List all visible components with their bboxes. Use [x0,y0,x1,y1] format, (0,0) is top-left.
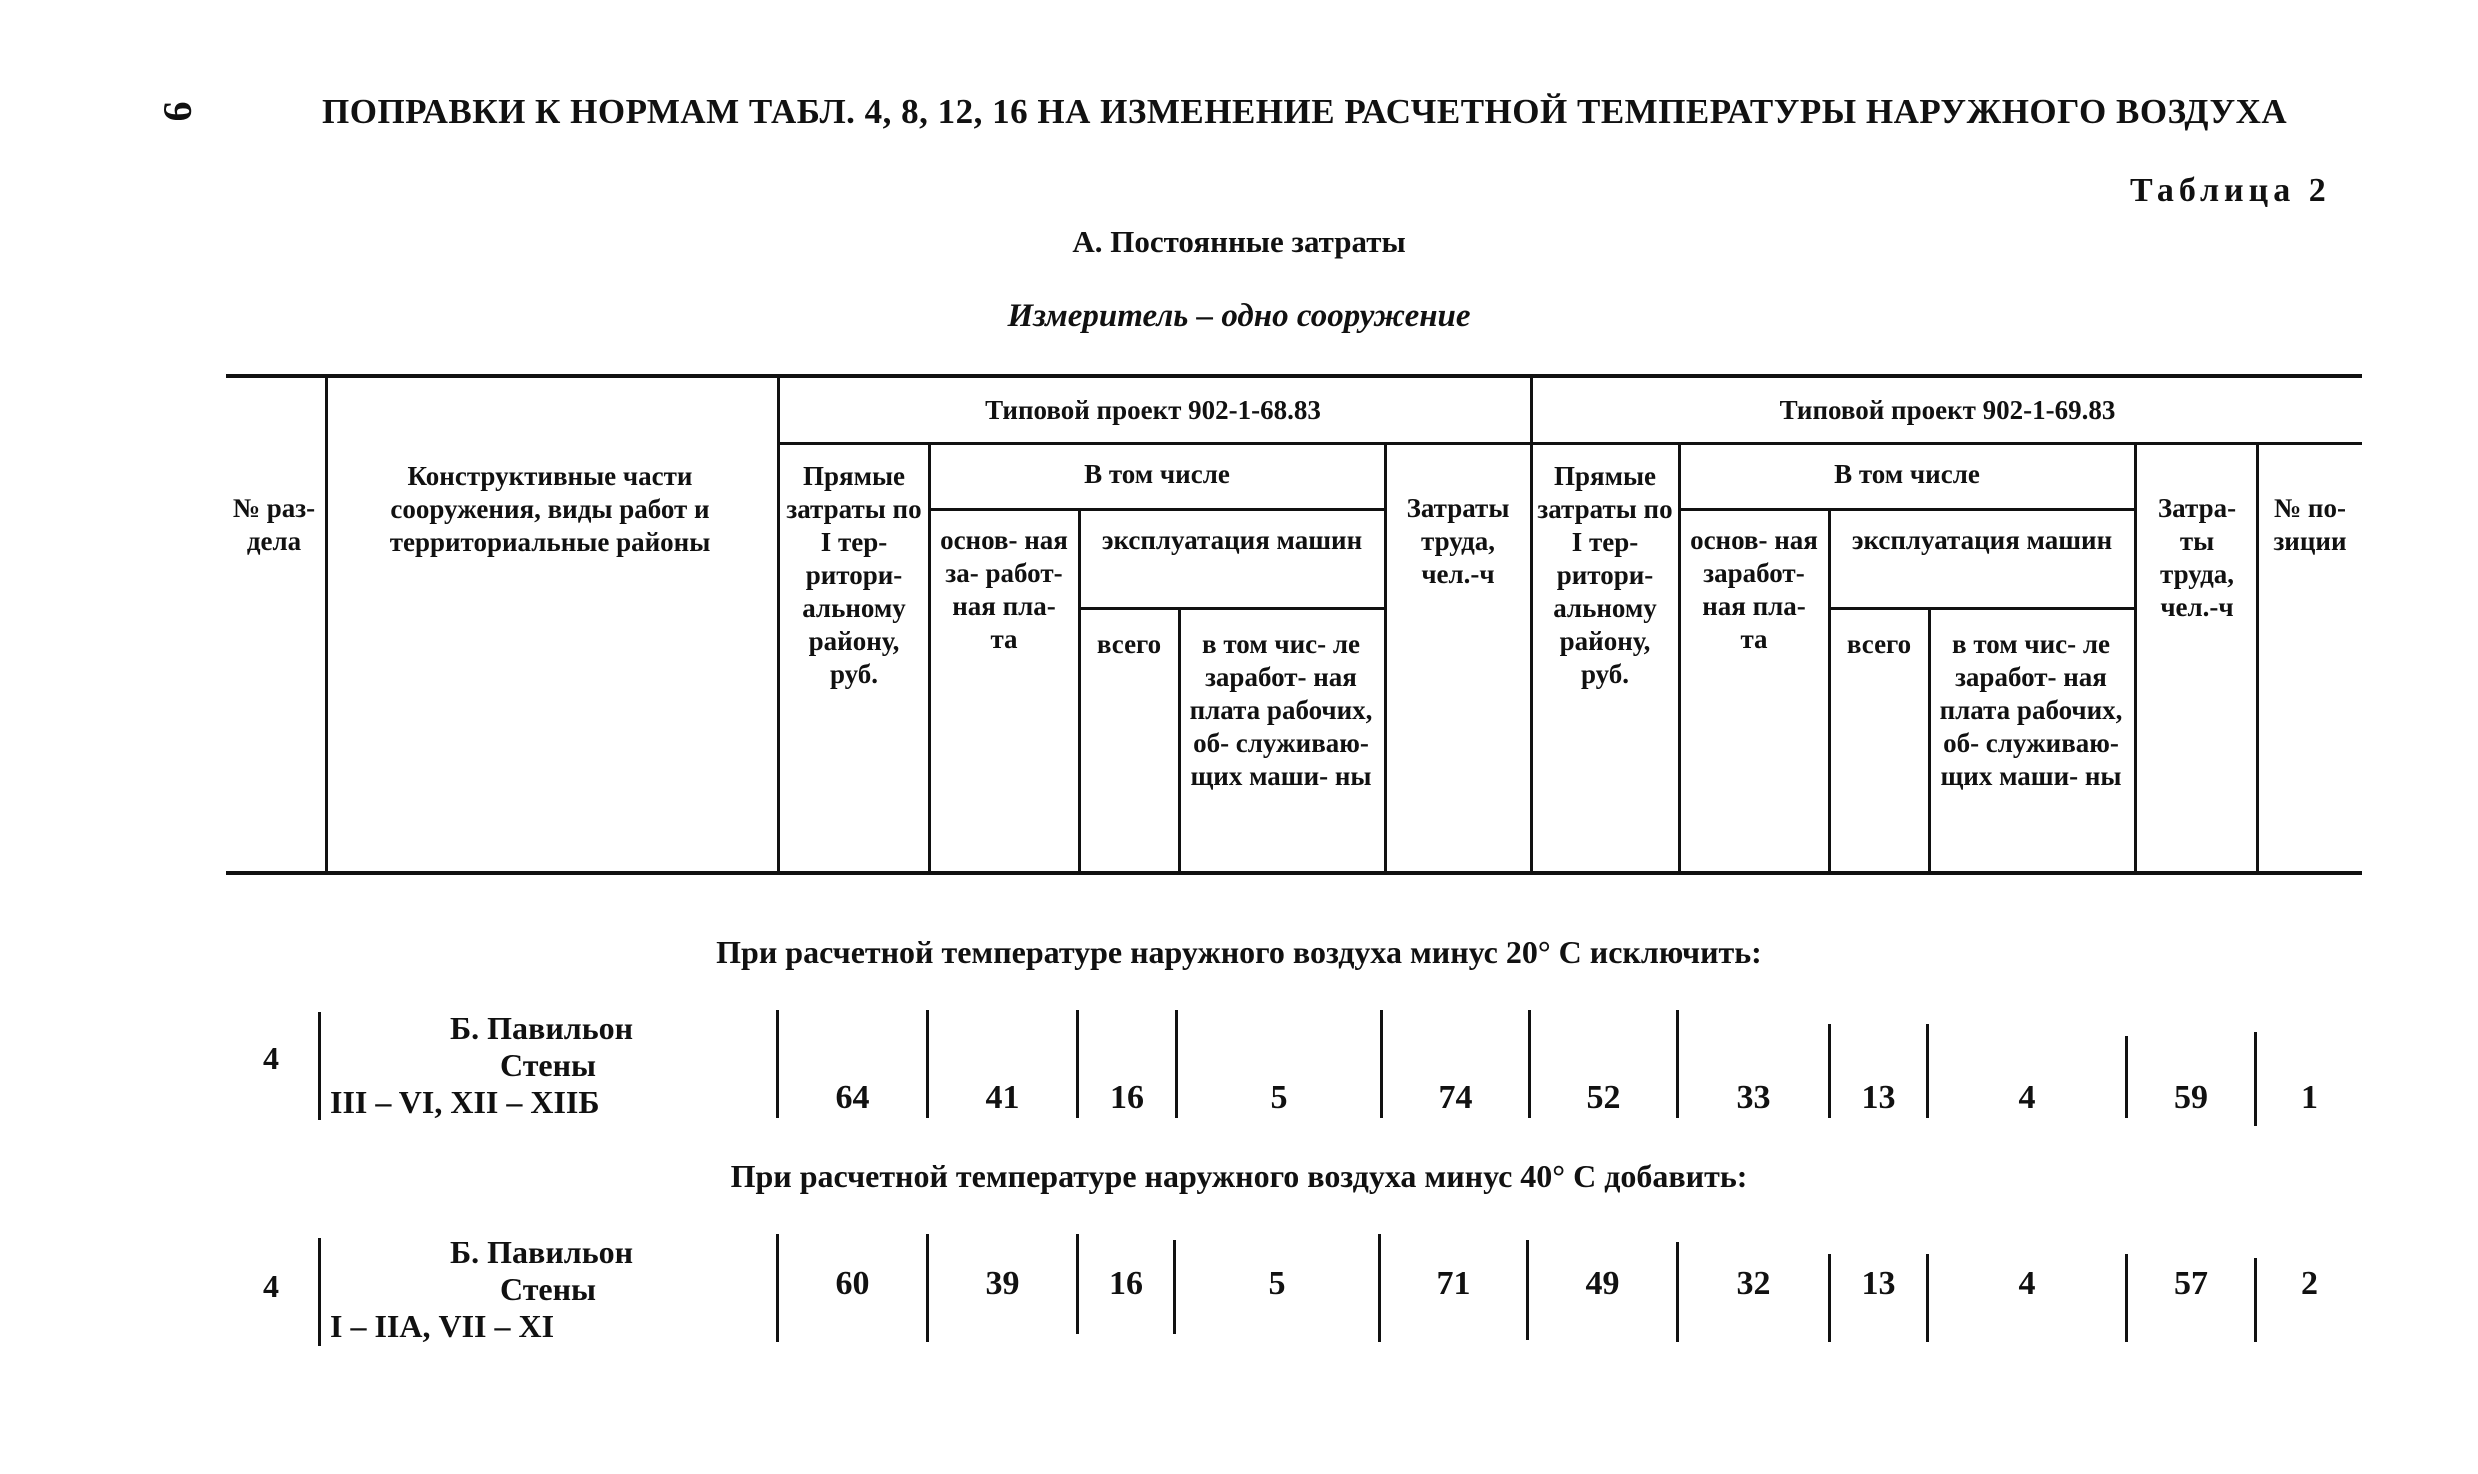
row-name-line1: Б. Павильон [450,1010,634,1046]
header-labor-1: Затраты труда, чел.-ч [1406,493,1510,589]
table-label: Таблица 2 [2130,172,2331,209]
section-condition: При расчетной температуре наружного воздуха минус 20° С исключить: [716,934,1762,970]
row-name-line1: Б. Павильон [450,1234,634,1270]
cell-machines-wages-2: 4 [2018,1079,2036,1116]
col-divider [928,444,931,872]
cell-machines-wages-1: 5 [1270,1079,1288,1116]
cell-direct-costs-1: 64 [835,1079,870,1116]
section-condition: При расчетной температуре наружного воздуха минус 40° С добавить: [730,1158,1748,1194]
cell-base-wage-1: 39 [985,1265,1020,1302]
cell-position-no: 2 [2301,1265,2318,1302]
row-name-line2: Стены [500,1047,597,1083]
header-incl-wages-1: в том чис- ле заработ- ная плата рабочих, об- служиваю- щих маши- ны [1189,629,1373,791]
header-position-no: № по- зиции [2273,493,2347,556]
header-section-no: № раз- дела [232,493,316,556]
header-base-wage-1: основ- ная за- работ- ная пла- та [940,525,1068,654]
cell-direct-costs-1: 60 [835,1265,870,1302]
cell-labor-1: 74 [1438,1079,1473,1116]
header-total-2: всего [1846,629,1912,659]
row-section-no: 4 [263,1040,279,1076]
col-divider [1178,609,1181,872]
row-divider [318,1238,321,1346]
header-parts: Конструктивные части сооружения, виды работ и территориальные районы [389,461,711,557]
header-machines-2: эксплуатация машин [1851,525,2113,555]
cell-machines-total-1: 16 [1109,1265,1143,1302]
header-incl-wages-2: в том чис- ле заработ- ная плата рабочих, об- служиваю- щих маши- ны [1939,629,2123,791]
cell-machines-total-2: 13 [1861,1079,1896,1116]
row-name-line3: I – IIА, VII – XI [330,1308,555,1344]
cell-labor-1: 71 [1436,1265,1471,1302]
header-labor-2: Затра- ты труда, чел.-ч [2157,493,2237,622]
measure-unit: Измеритель – одно сооружение [1007,298,1471,334]
col-divider [2256,444,2259,872]
col-divider [1078,510,1081,872]
col-divider [777,376,780,872]
header-direct-costs-1: Прямые затраты по I тер- ритори- альному району, руб. [786,461,922,689]
cell-position-no: 1 [2301,1079,2318,1116]
page-title: ПОПРАВКИ К НОРМАМ ТАБЛ. 4, 8, 12, 16 НА ИЗМЕНЕНИЕ РАСЧЕТНОЙ ТЕМПЕРАТУРЫ НАРУЖНОГО ВОЗДУХА [322,92,2288,131]
machines-rule-1 [1080,607,1386,610]
cell-machines-total-1: 16 [1110,1079,1144,1116]
row-divider [318,1012,321,1120]
col-divider [2134,444,2137,872]
cell-labor-2: 59 [2174,1079,2208,1116]
cell-direct-costs-2: 52 [1586,1079,1621,1116]
projects-rule [778,442,2362,445]
including-rule-2 [1680,508,2136,511]
row-name-line3: III – VI, XII – XIIБ [330,1084,600,1120]
including-rule-1 [930,508,1386,511]
col-divider [1678,444,1681,872]
header-total-1: всего [1096,629,1162,659]
row-section-no: 4 [263,1268,279,1304]
header-project-2: Типовой проект 902-1-69.83 [1779,395,2116,425]
header-including-2: В том числе [1834,459,1980,489]
cell-labor-2: 57 [2174,1265,2208,1302]
col-divider [1530,376,1533,872]
header-including-1: В том числе [1084,459,1230,489]
cell-base-wage-1: 41 [985,1079,1020,1116]
cell-machines-total-2: 13 [1861,1265,1896,1302]
table-header-bottom-rule [226,871,2362,875]
col-divider [1928,609,1931,872]
header-direct-costs-2: Прямые затраты по I тер- ритори- альному району, руб. [1537,461,1673,689]
header-base-wage-2: основ- ная заработ- ная пла- та [1690,525,1818,654]
col-divider [1384,444,1387,872]
cell-machines-wages-1: 5 [1268,1265,1286,1302]
page-number: 9 [155,101,201,122]
cell-machines-wages-2: 4 [2018,1265,2036,1302]
table-subtitle: А. Постоянные затраты [1072,224,1406,259]
cell-direct-costs-2: 49 [1585,1265,1620,1302]
header-machines-1: эксплуатация машин [1101,525,1363,555]
cell-base-wage-2: 33 [1736,1079,1771,1116]
table-top-rule [226,374,2362,378]
machines-rule-2 [1830,607,2136,610]
cell-base-wage-2: 32 [1736,1265,1771,1302]
col-divider [1828,510,1831,872]
header-project-1: Типовой проект 902-1-68.83 [985,395,1321,425]
row-name-line2: Стены [500,1271,597,1307]
col-divider [325,376,328,872]
